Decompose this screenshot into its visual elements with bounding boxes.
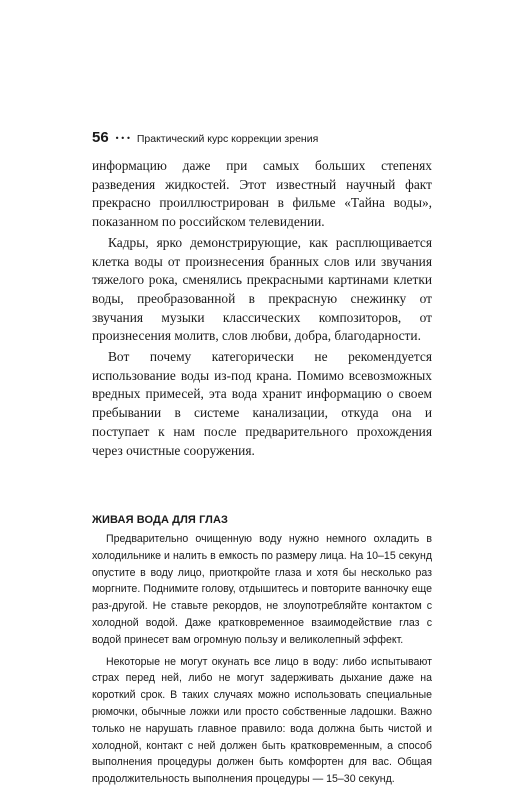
header-dots: ••• xyxy=(114,134,132,143)
section-heading: ЖИВАЯ ВОДА ДЛЯ ГЛАЗ xyxy=(92,514,228,526)
body-paragraph: Вот почему категорически не рекомендуется использование воды из-под крана. Помимо всевозможных вредных примесей, эта вода хранит информацию о своем пребывании в системе канализации, откуда она и поступает к нам после предварительного прохождения через очистные сооружения. xyxy=(92,349,432,458)
running-title: Практический курс коррекции зрения xyxy=(136,133,319,145)
main-text xyxy=(92,157,432,462)
page-number: 56 xyxy=(92,129,109,146)
section-paragraph: Предварительно очищенную воду нужно немного охладить в холодильнике и налить в емкость по размеру лица. На 10–15 секунд опустите в воду лицо, приоткройте глаза и хотя бы несколько раз моргните. Поднимите голову, отдышитесь и повторите ванночку еще раз-другой. Не ставьте рекордов, не злоупотребляйте контактом с холодной водой. Даже кратковременное взаимодействие глаз с водой принесет вам огромную пользу и великолепный эффект. xyxy=(92,533,432,646)
body-paragraph: Кадры, ярко демонстрирующие, как расплющивается клетка воды от произнесения бранных слов или звучания тяжелого рока, сменялись прекрасными картинами клетки воды, преобразованной в прекрасную снежинку от звучания музыки классических композиторов, от произнесения молитв, слов любви, добра, благодарности. xyxy=(92,234,432,344)
section-text xyxy=(92,531,432,793)
section-paragraph: Некоторые не могут окунать все лицо в воду: либо испытывают страх перед ней, либо не могут задерживать дыхание даже на короткий срок. В таких случаях можно использовать специальные рюмочки, обычные ложки или просто собственные ладошки. Важно только не нарушать главное правило: вода должна быть чистой и холодной, контакт с ней должен быть кратковременным, а способ выполнения процедуры должен быть комфортен для вас. Общая продолжительность выполнения процедуры — 15–30 секунд. xyxy=(92,655,432,786)
page-header xyxy=(92,129,432,147)
body-paragraph: информацию даже при самых больших степенях разведения жидкостей. Этот известный научный факт прекрасно проиллюстрирован в фильме «Тайна воды», показанном по российском телевидении. xyxy=(92,158,432,230)
